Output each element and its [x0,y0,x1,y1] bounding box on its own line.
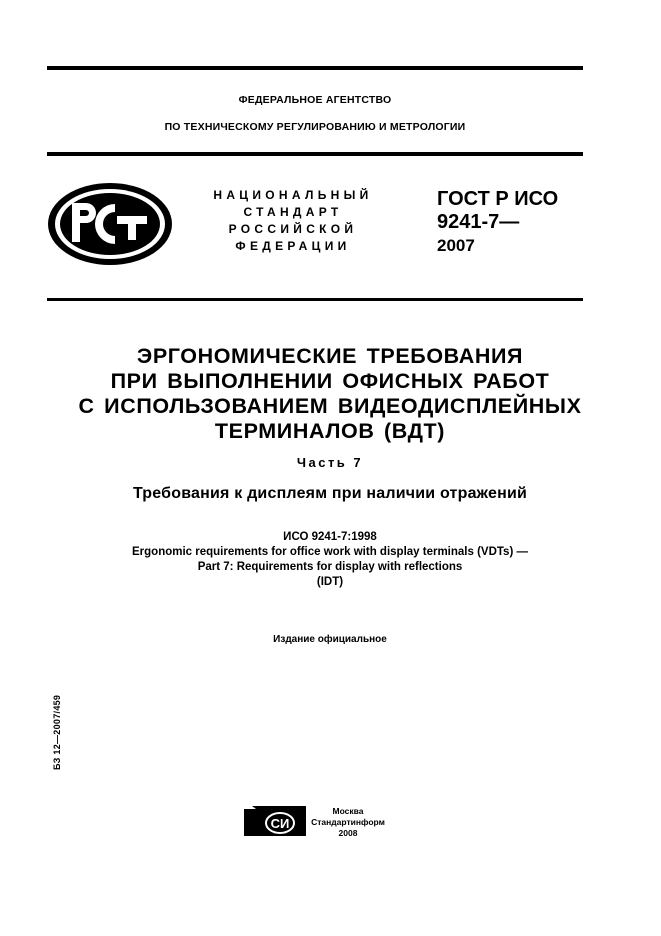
standard-type-line-3: РОССИЙСКОЙ [228,222,358,236]
designation-year: 2007 [437,236,475,255]
iso-title-line-1: Ergonomic requirements for office work with display terminals (VDTs) — [132,546,528,558]
standard-type-line-1: НАЦИОНАЛЬНЫЙ [213,188,373,202]
publisher-name: Стандартинформ [311,817,385,827]
designation-divider [47,298,583,301]
side-code: БЗ 12—2007/459 [52,694,62,770]
standartinform-logo-text: СИ [270,816,290,831]
agency-line-2: ПО ТЕХНИЧЕСКОМУ РЕГУЛИРОВАНИЮ И МЕТРОЛОГИИ [164,121,466,133]
title-line-2: ПРИ ВЫПОЛНЕНИИ ОФИСНЫХ РАБОТ [110,369,550,393]
iso-equivalence: (IDT) [316,576,344,588]
part-label: Часть 7 [296,455,364,470]
standard-type [188,187,398,255]
iso-reference [47,530,613,590]
top-rule [47,66,583,70]
header-divider [47,152,583,156]
document-subtitle: Требования к дисплеям при наличии отражений [132,485,528,502]
iso-number: ИСО 9241-7:1998 [283,531,377,543]
standard-type-line-4: ФЕДЕРАЦИИ [235,239,351,253]
agency-line-1: ФЕДЕРАЛЬНОЕ АГЕНТСТВО [238,94,392,106]
iso-title-line-2: Part 7: Requirements for display with reflections [197,561,463,573]
standard-designation [437,188,558,258]
rst-mark-icon [45,180,175,268]
designation-line-2: 9241-7— [437,211,520,233]
designation-line-1: ГОСТ Р ИСО [437,188,559,210]
standartinform-logo-icon [244,806,306,836]
title-line-1: ЭРГОНОМИЧЕСКИЕ ТРЕБОВАНИЯ [136,344,524,368]
document-title [47,344,613,444]
title-line-4: ТЕРМИНАЛОВ (ВДТ) [214,419,446,443]
publisher-city: Москва [332,806,364,816]
publisher-year: 2008 [338,828,358,838]
publisher-block [308,806,388,839]
edition-label: Издание официальное [273,634,387,645]
standard-type-line-2: СТАНДАРТ [243,205,343,219]
title-line-3: С ИСПОЛЬЗОВАНИЕМ ВИДЕОДИСПЛЕЙНЫХ [78,394,582,418]
